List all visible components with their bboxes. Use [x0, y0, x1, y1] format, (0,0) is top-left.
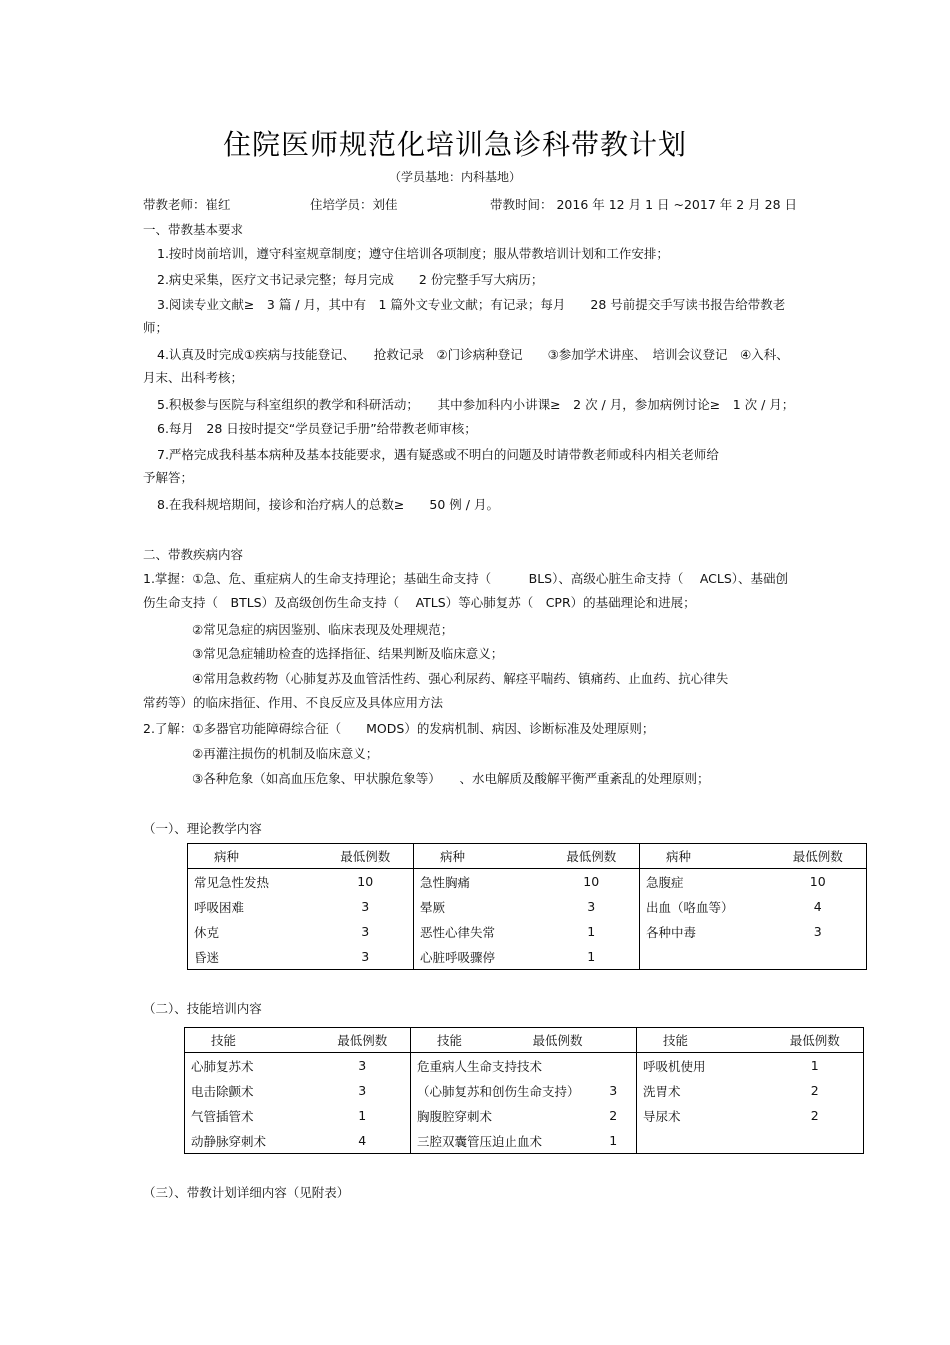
header-cell: 技能	[185, 1028, 315, 1053]
requirement-line: 8.在我科规培期间，接诊和治疗病人的总数≥ 50 例 / 月。	[157, 497, 499, 512]
table-cell: 3	[361, 899, 370, 914]
table-cell: 急腹症	[640, 869, 770, 895]
table-cell: 1	[587, 924, 596, 939]
table-cell	[770, 944, 867, 970]
table-row	[185, 1078, 864, 1103]
requirement-line: 5.积极参与医院与科室组织的教学和科研活动； 其中参加科内小讲课≥ 2 次 / 月，参加病例讨论≥ 1 次 / 月；	[157, 397, 795, 412]
skills-table	[184, 1027, 864, 1154]
header-cell: 技能	[637, 1028, 767, 1053]
requirement-line: 师；	[143, 320, 169, 335]
header-cell: 最低例数	[315, 1028, 411, 1053]
content-line: 2.了解：①多器官功能障碍综合征（ MODS）的发病机制、病因、诊断标准及处理原则；	[143, 721, 655, 736]
table-row	[188, 894, 867, 919]
requirement-line: 1.按时岗前培训，遵守科室规章制度；遵守住培训各项制度；服从带教培训计划和工作安排；	[157, 246, 669, 261]
table-cell: 3	[587, 899, 596, 914]
table-cell: 呼吸困难	[194, 899, 245, 915]
table-cell: 3	[609, 1083, 618, 1098]
section2-heading: 二、带教疾病内容	[143, 547, 244, 562]
table-cell: 1	[810, 1058, 819, 1073]
header-cell: 病种	[640, 844, 770, 869]
content-line: 1.掌握：①急、危、重症病人的生命支持理论；基础生命支持（ BLS）、高级心脏生命支持（ ACLS）、基础创	[143, 571, 789, 586]
theory-table	[187, 843, 867, 970]
period-info: 带教时间： 2016 年 12 月 1 日 ~2017 年 2 月 28 日	[490, 197, 797, 212]
table-cell: 4	[358, 1133, 367, 1148]
table-header-row	[188, 844, 867, 869]
table-cell	[767, 1128, 864, 1154]
table-cell: 各种中毒	[640, 919, 770, 944]
header-cell: 最低例数	[533, 1028, 579, 1053]
table-cell: 休克	[194, 924, 220, 940]
requirement-line: 6.每月 28 日按时提交“学员登记手册”给带教老师审核；	[157, 421, 477, 436]
table-cell: 呼吸机使用	[637, 1053, 767, 1079]
requirement-line: 月末、出科考核；	[143, 370, 244, 385]
header-cell: 最低例数	[770, 844, 867, 869]
content-line: ③常见急症辅助检查的选择指征、结果判断及临床意义；	[192, 646, 504, 661]
document-subtitle: （学员基地：内科基地）	[388, 170, 521, 184]
table-cell: （心肺复苏和创伤生命支持）	[411, 1078, 591, 1103]
table-header-row	[185, 1028, 864, 1053]
content-line: 常药等）的临床指征、作用、不良反应及具体应用方法	[143, 695, 444, 710]
content-line: ④常用急救药物（心肺复苏及血管活性药、强心利尿药、解痉平喘药、镇痛药、止血药、抗心律失	[192, 671, 729, 686]
table-row	[188, 869, 867, 895]
table-cell: 3	[361, 949, 370, 964]
header-cell: 技能	[411, 1028, 591, 1053]
table-cell: 心肺复苏术	[191, 1058, 254, 1074]
table-cell: 洗胃术	[637, 1078, 767, 1103]
table-cell: 气管插管术	[191, 1108, 254, 1124]
content-line: ③各种危象（如高血压危象、甲状腺危象等） 、水电解质及酸解平衡严重紊乱的处理原则；	[192, 771, 710, 786]
theory-heading: （一）、理论教学内容	[143, 821, 262, 836]
header-cell: 最低例数	[544, 844, 640, 869]
table-cell: 3	[358, 1058, 367, 1073]
table-row	[185, 1103, 864, 1128]
skills-heading: （二）、技能培训内容	[143, 1001, 262, 1016]
table-cell: 出血（咯血等）	[640, 894, 770, 919]
table-cell	[637, 1128, 767, 1154]
table-cell: 常见急性发热	[194, 874, 270, 890]
table-cell	[591, 1053, 637, 1079]
content-line: ②再灌注损伤的机制及临床意义；	[192, 746, 379, 761]
plan-heading: （三）、带教计划详细内容（见附表）	[143, 1185, 350, 1200]
table-cell: 电击除颤术	[191, 1083, 254, 1099]
table-cell: 10	[809, 874, 826, 889]
table-cell: 动静脉穿刺术	[191, 1133, 267, 1149]
table-cell: 3	[358, 1083, 367, 1098]
document-title: 住院医师规范化培训急诊科带教计划	[222, 128, 687, 161]
table-cell: 危重病人生命支持技术	[411, 1053, 591, 1079]
table-cell: 恶性心律失常	[414, 919, 544, 944]
student-info: 住培学员：刘佳	[310, 197, 398, 212]
table-cell: 2	[810, 1108, 819, 1123]
table-cell: 心脏呼吸骤停	[414, 944, 544, 970]
table-cell: 4	[813, 899, 822, 914]
content-line: 伤生命支持（ BTLS）及高级创伤生命支持（ ATLS）等心肺复苏（ CPR）的基础理论和进展；	[143, 595, 696, 610]
requirement-line: 予解答；	[143, 470, 194, 485]
header-cell: 病种	[188, 844, 318, 869]
requirement-line: 4.认真及时完成①疾病与技能登记、 抢救记录 ②门诊病种登记 ③参加学术讲座、 培训会议登记 ④入科、	[157, 347, 789, 362]
table-cell: 1	[587, 949, 596, 964]
requirement-line: 7.严格完成我科基本病种及基本技能要求，遇有疑惑或不明白的问题及时请带教老师或科内相关老师给	[157, 447, 719, 462]
content-line: ②常见急症的病因鉴别、临床表现及处理规范；	[192, 622, 454, 637]
requirement-line: 3.阅读专业文献≥ 3 篇 / 月，其中有 1 篇外文专业文献；有记录；每月 28 号前提交手写读书报告给带教老	[157, 297, 786, 312]
table-cell: 2	[609, 1108, 618, 1123]
table-cell: 急性胸痛	[414, 869, 544, 895]
section1-heading: 一、带教基本要求	[143, 222, 244, 237]
table-cell: 1	[358, 1108, 367, 1123]
header-cell: 最低例数	[767, 1028, 864, 1053]
table-cell: 1	[609, 1133, 618, 1148]
table-row	[185, 1128, 864, 1154]
teacher-info: 带教老师：崔红	[143, 197, 231, 212]
table-cell: 胸腹腔穿刺术	[411, 1103, 591, 1128]
table-cell: 导尿术	[637, 1103, 767, 1128]
header-cell: 最低例数	[318, 844, 414, 869]
table-row	[188, 944, 867, 970]
header-cell: 病种	[414, 844, 544, 869]
table-cell: 3	[361, 924, 370, 939]
table-cell: 3	[813, 924, 822, 939]
table-cell: 昏迷	[194, 949, 220, 965]
table-row	[188, 919, 867, 944]
table-cell: 10	[357, 874, 374, 889]
table-cell: 三腔双囊管压迫止血术	[411, 1128, 591, 1154]
table-cell: 10	[583, 874, 600, 889]
table-row	[185, 1053, 864, 1079]
table-cell	[640, 944, 770, 970]
table-cell: 晕厥	[414, 894, 544, 919]
table-cell: 2	[810, 1083, 819, 1098]
requirement-line: 2.病史采集，医疗文书记录完整；每月完成 2 份完整手写大病历；	[157, 272, 544, 287]
